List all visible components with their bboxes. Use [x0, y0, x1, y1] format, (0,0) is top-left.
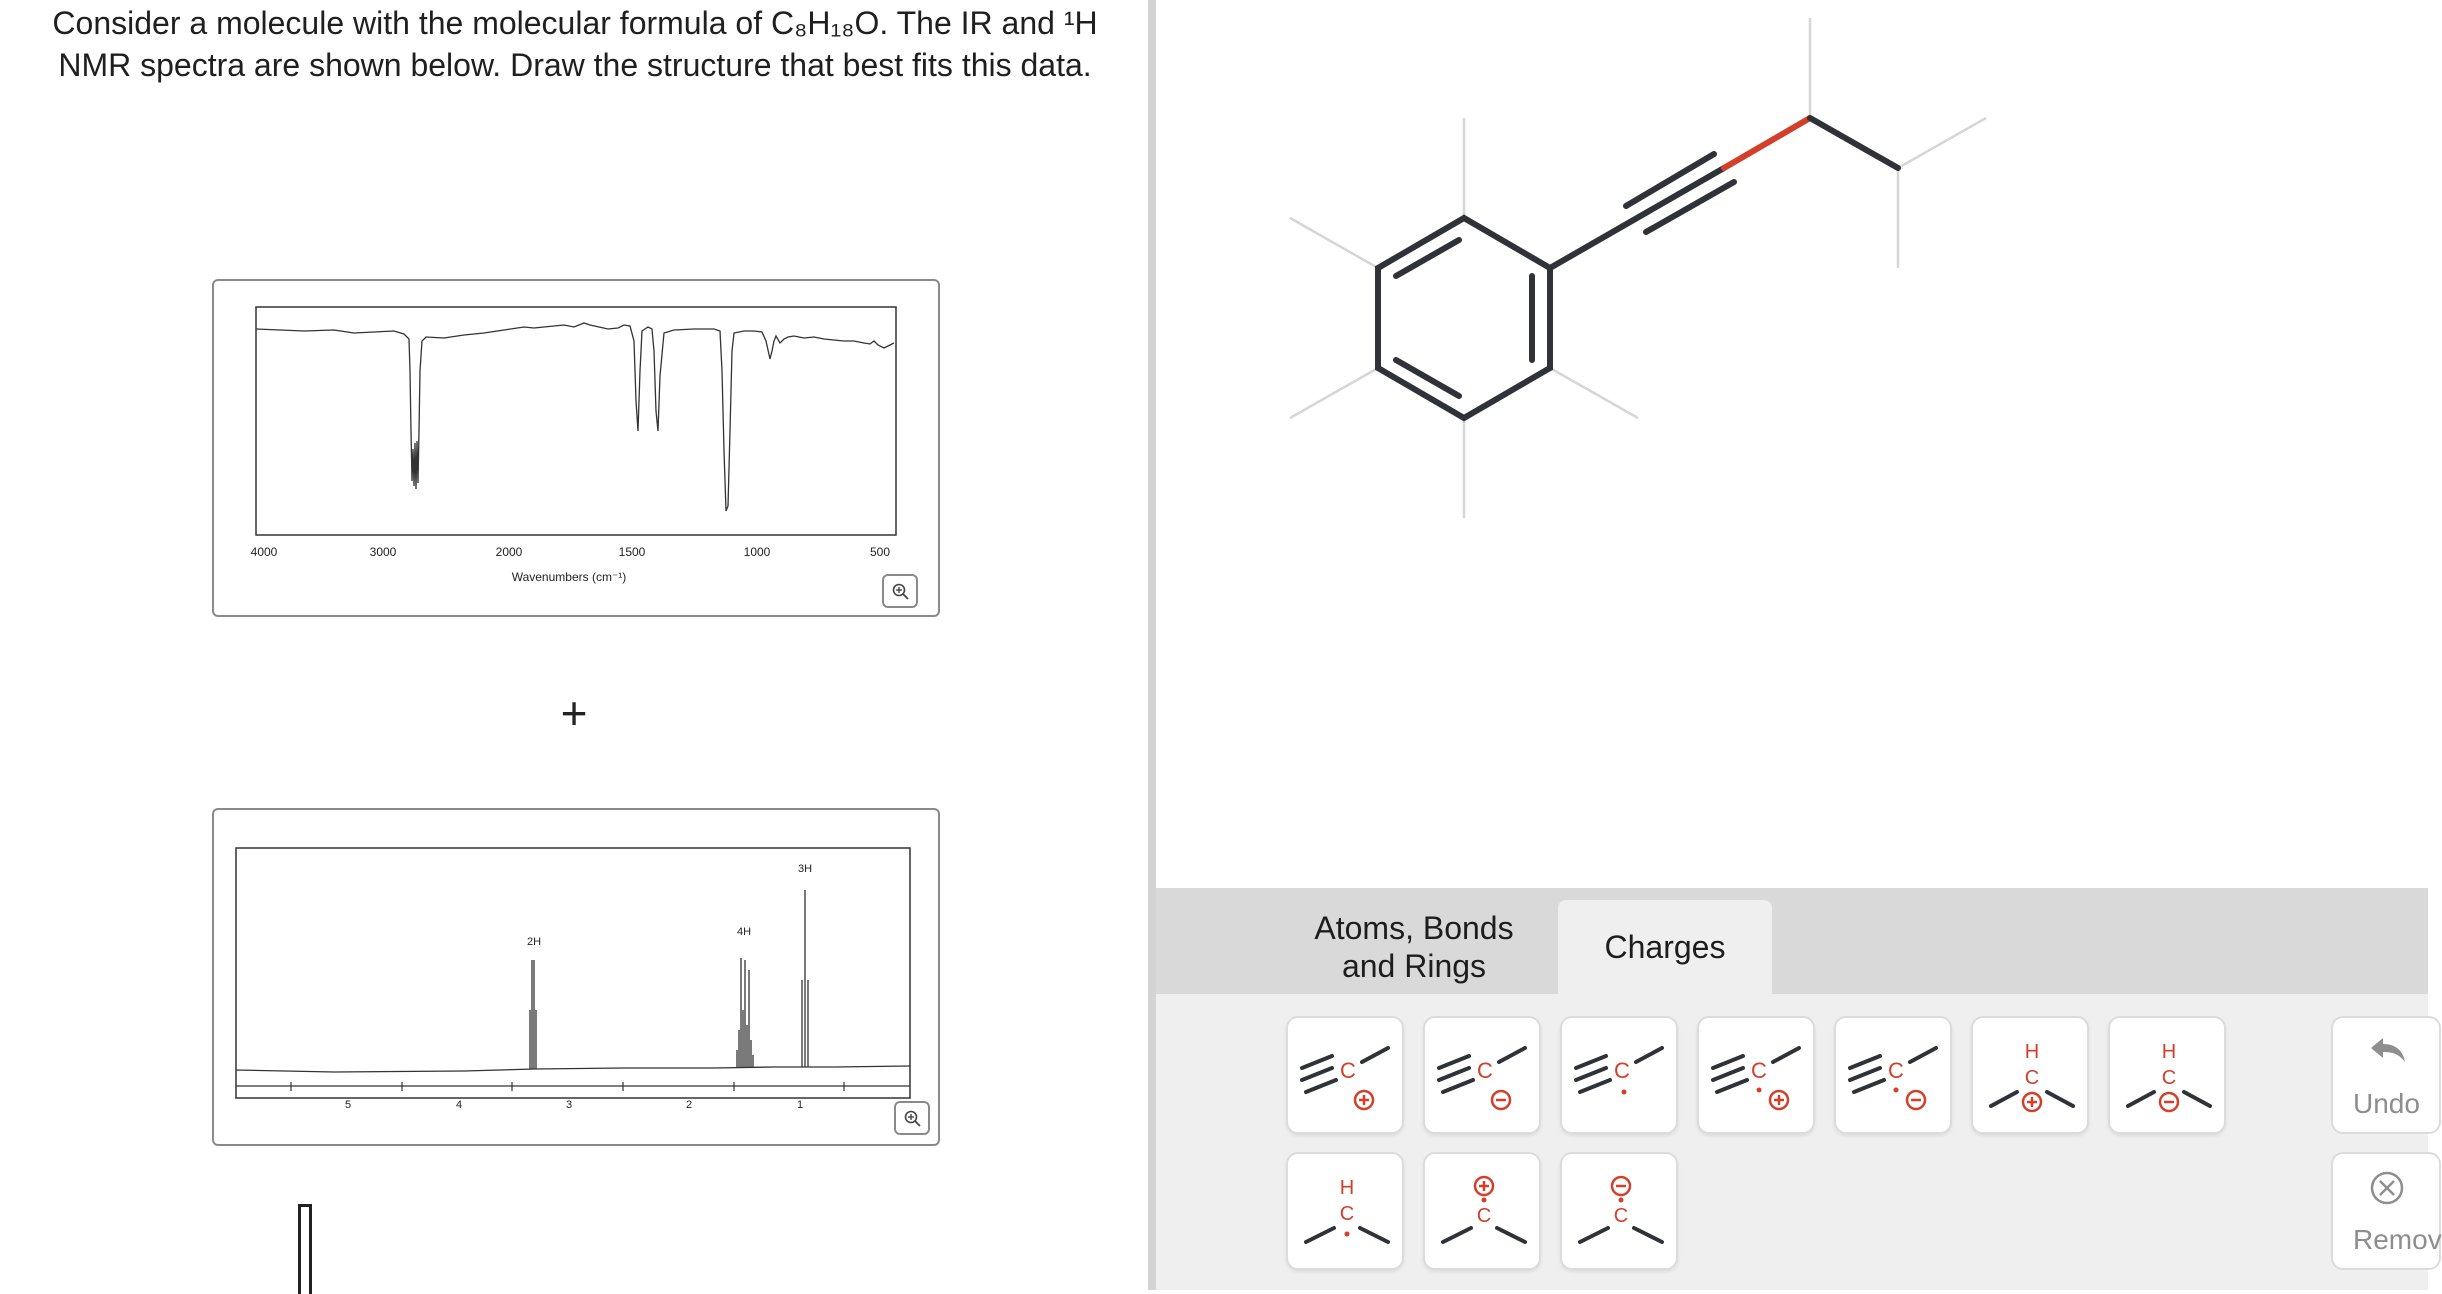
ir-spectrum-plot — [214, 281, 938, 615]
nmr-tick-1: 1 — [796, 1099, 804, 1111]
methyl-anion-tool[interactable] — [2108, 1016, 2226, 1134]
svg-text:C: C — [1751, 1058, 1767, 1083]
svg-text:C: C — [2161, 1067, 2177, 1089]
ir-x-axis-label: Wavenumbers (cm⁻¹) — [511, 570, 627, 584]
anion-radical-tool[interactable] — [1560, 1152, 1678, 1270]
svg-text:C: C — [1888, 1058, 1904, 1083]
radical-anion-icon — [1836, 1018, 1954, 1136]
tab-atoms-bonds-rings[interactable] — [1286, 900, 1542, 994]
tab-charges[interactable] — [1558, 900, 1772, 994]
question-panel — [0, 0, 1148, 1290]
svg-text:H: H — [2024, 1041, 2040, 1063]
methyl-anion-icon — [2110, 1018, 2228, 1136]
carbocation-icon — [1288, 1018, 1406, 1136]
ir-zoom-button[interactable] — [882, 574, 918, 608]
nmr-label-3h: 3H — [797, 863, 813, 875]
plus-sign: + — [560, 687, 588, 739]
radical-icon — [1562, 1018, 1680, 1136]
nmr-zoom-button[interactable] — [894, 1101, 930, 1135]
radical-cation-tool[interactable] — [1697, 1016, 1815, 1134]
molecule-structure[interactable] — [1156, 0, 2428, 888]
ir-tick-500: 500 — [869, 545, 891, 559]
svg-text:C: C — [2024, 1067, 2040, 1089]
radical-cation-icon — [1699, 1018, 1817, 1136]
benzene-ring — [1378, 218, 1550, 418]
nmr-tick-4: 4 — [455, 1099, 463, 1111]
nmr-peak-4h — [737, 958, 753, 1068]
svg-text:C: C — [1476, 1205, 1492, 1227]
carbanion-icon — [1425, 1018, 1543, 1136]
selected-bond — [1724, 118, 1810, 168]
ir-tick-2000: 2000 — [495, 545, 523, 559]
carbanion-tool[interactable] — [1423, 1016, 1541, 1134]
svg-text:C: C — [1614, 1058, 1630, 1083]
svg-text:C: C — [1477, 1058, 1493, 1083]
anion-radical-icon — [1562, 1154, 1680, 1272]
remove-button[interactable] — [2331, 1152, 2441, 1270]
svg-text:C: C — [1339, 1203, 1355, 1225]
remove-x-icon — [2367, 1170, 2407, 1210]
nmr-plot-frame — [236, 848, 910, 1098]
undo-button[interactable] — [2331, 1016, 2441, 1134]
cation-radical-icon — [1425, 1154, 1543, 1272]
nmr-spectrum-plot — [214, 810, 938, 1144]
tab-strip — [1156, 888, 2428, 994]
svg-text:H: H — [2161, 1041, 2177, 1063]
tab-charges-label: Charges — [1604, 929, 1726, 965]
panel-divider[interactable] — [1148, 0, 1156, 1290]
nmr-label-4h: 4H — [736, 926, 752, 938]
radical-tool[interactable] — [1560, 1016, 1678, 1134]
tab-atoms-label: Atoms, Bonds and Rings — [1314, 910, 1514, 984]
undo-arrow-icon — [2367, 1034, 2407, 1068]
nmr-label-2h: 2H — [526, 936, 542, 948]
nmr-spectrum-card[interactable] — [212, 808, 940, 1146]
ir-spectrum-card[interactable] — [212, 279, 940, 617]
nmr-peak-2h — [530, 960, 536, 1069]
nmr-tick-3: 3 — [565, 1099, 573, 1111]
editor-toolbar — [1156, 888, 2442, 1290]
ir-trace — [256, 323, 894, 511]
nmr-tick-2: 2 — [685, 1099, 693, 1111]
methyl-radical-icon — [1288, 1154, 1406, 1272]
ir-tick-3000: 3000 — [369, 545, 397, 559]
magnify-plus-icon — [891, 582, 911, 602]
svg-text:C: C — [1340, 1058, 1356, 1083]
nmr-baseline — [236, 1066, 910, 1072]
drawing-canvas[interactable] — [1156, 0, 2428, 888]
ir-tick-1000: 1000 — [743, 545, 771, 559]
magnify-plus-icon — [903, 1109, 923, 1129]
radical-anion-tool[interactable] — [1834, 1016, 1952, 1134]
nmr-tick-5: 5 — [344, 1099, 352, 1111]
hint-bonds — [1290, 18, 1986, 518]
ir-tick-1500: 1500 — [618, 545, 646, 559]
methyl-radical-tool[interactable] — [1286, 1152, 1404, 1270]
methyl-cation-icon — [1973, 1018, 2091, 1136]
answer-input-box[interactable] — [298, 1204, 312, 1294]
alkyne-bond — [1550, 154, 1734, 268]
undo-label: Undo — [2353, 1088, 2420, 1119]
ir-plot-frame — [256, 307, 896, 535]
cation-radical-tool[interactable] — [1423, 1152, 1541, 1270]
alkyl-bond — [1810, 118, 1898, 168]
carbocation-tool[interactable] — [1286, 1016, 1404, 1134]
remove-label: Remov — [2353, 1224, 2442, 1255]
svg-text:C: C — [1613, 1205, 1629, 1227]
nmr-peak-3h — [802, 890, 808, 1067]
question-text: Consider a molecule with the molecular formula of C₈H₁₈O. The IR and ¹H NMR spectra are shown below. Draw the structure that best fits this data. — [52, 5, 1098, 83]
methyl-cation-tool[interactable] — [1971, 1016, 2089, 1134]
ir-tick-4000: 4000 — [250, 545, 278, 559]
svg-text:H: H — [1339, 1177, 1355, 1199]
